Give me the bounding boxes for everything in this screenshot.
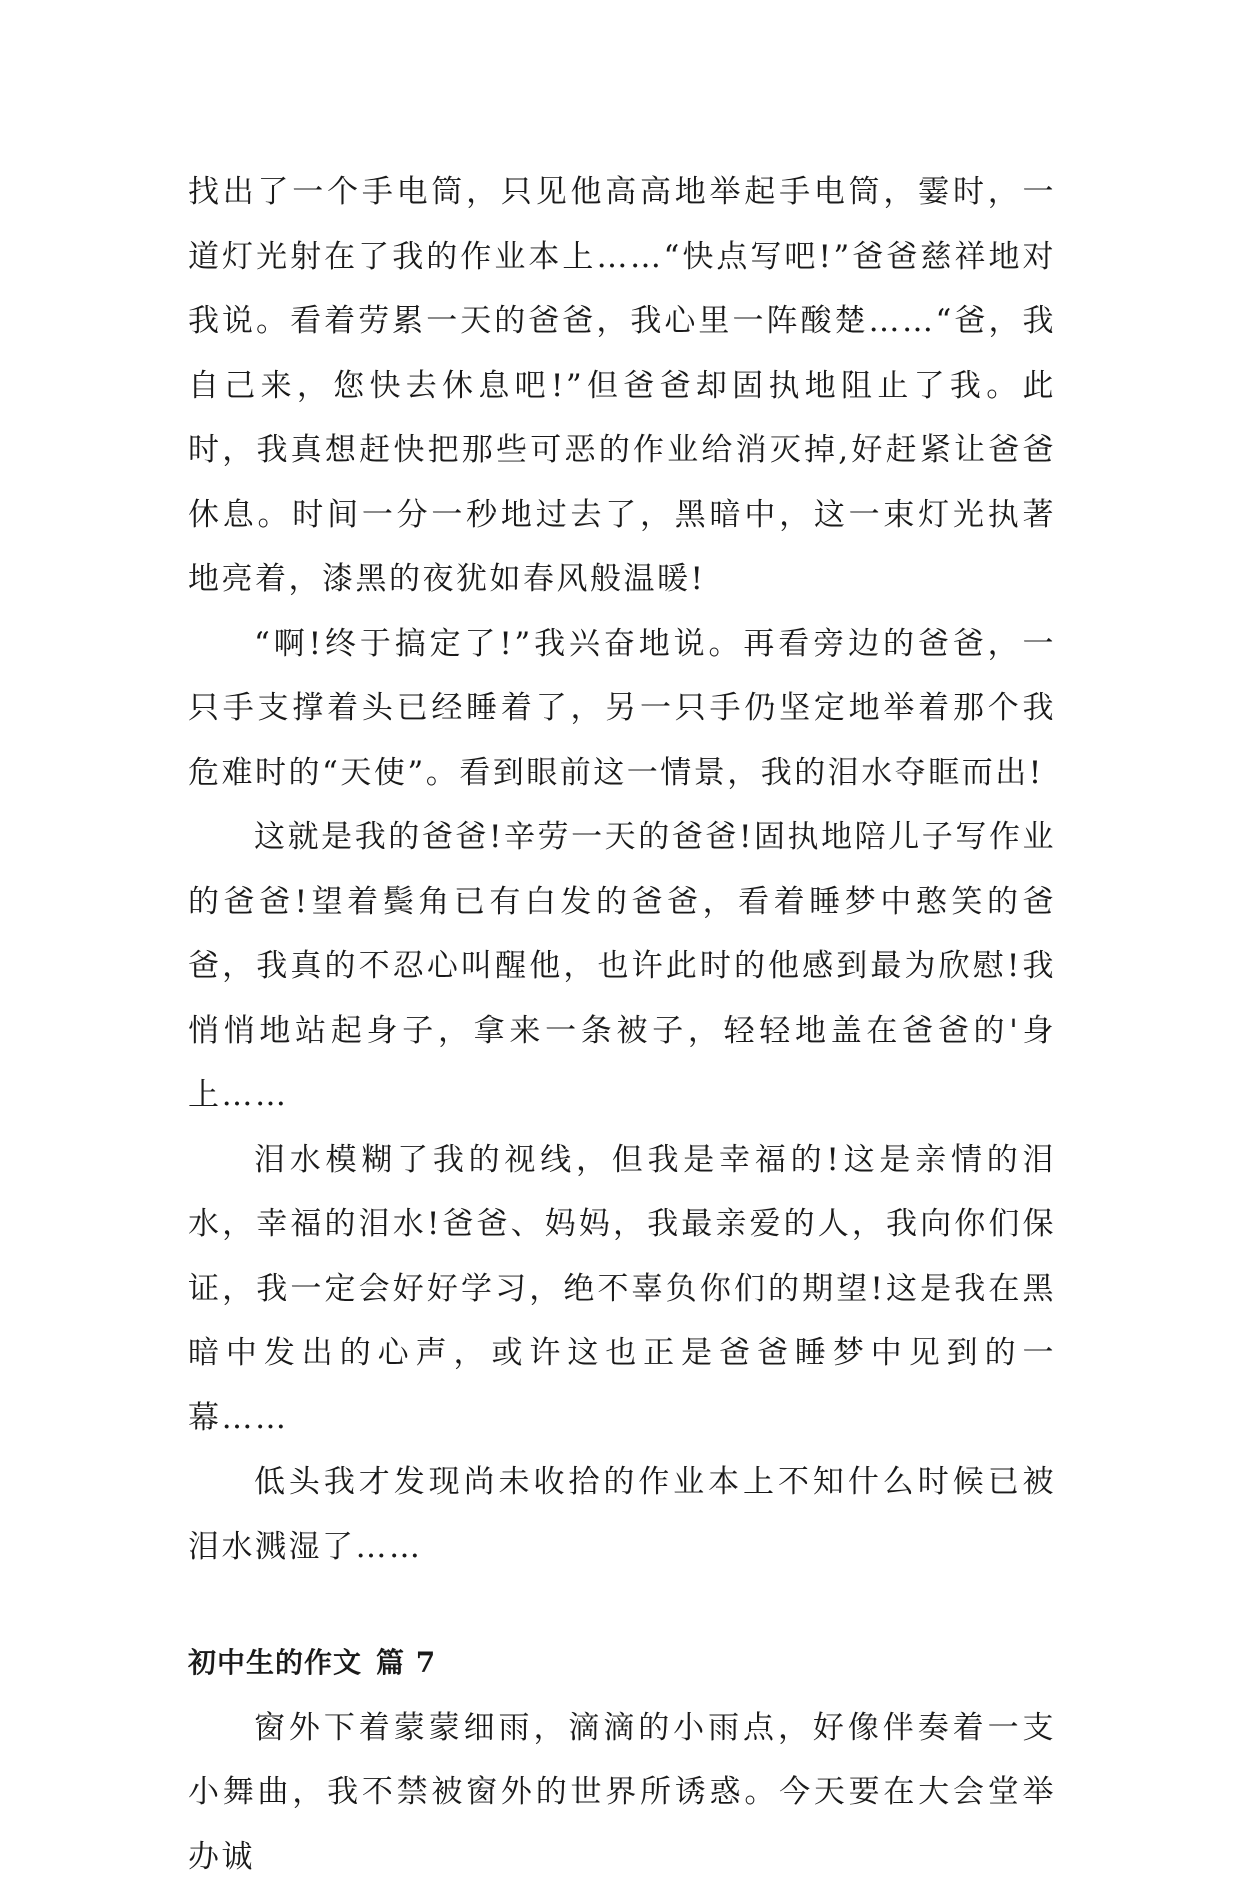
section-heading bbox=[188, 1631, 1056, 1696]
section-number: 篇 7 bbox=[376, 1646, 436, 1679]
paragraph: 窗外下着蒙蒙细雨，滴滴的小雨点，好像伴奏着一支小舞曲，我不禁被窗外的世界所诱惑。今天要在大会堂举办诚 bbox=[188, 1696, 1056, 1889]
paragraph: 泪水模糊了我的视线，但我是幸福的!这是亲情的泪水，幸福的泪水!爸爸、妈妈，我最亲爱的人，我向你们保证，我一定会好好学习，绝不辜负你们的期望!这是我在黑暗中发出的心声，或许这也正是爸爸睡梦中见到的一幕…… bbox=[188, 1128, 1056, 1451]
paragraph: 低头我才发现尚未收拾的作业本上不知什么时候已被泪水溅湿了…… bbox=[188, 1450, 1056, 1579]
section-title: 初中生的作文 bbox=[188, 1646, 362, 1679]
paragraph: 这就是我的爸爸!辛劳一天的爸爸!固执地陪儿子写作业的爸爸!望着鬓角已有白发的爸爸，看着睡梦中憨笑的爸爸，我真的不忍心叫醒他，也许此时的他感到最为欣慰!我悄悄地站起身子，拿来一条被子，轻轻地盖在爸爸的'身上…… bbox=[188, 805, 1056, 1128]
article-body bbox=[188, 160, 1056, 1889]
paragraph: 找出了一个手电筒，只见他高高地举起手电筒，霎时，一道灯光射在了我的作业本上……“快点写吧!”爸爸慈祥地对我说。看着劳累一天的爸爸，我心里一阵酸楚……“爸，我自己来，您快去休息吧!”但爸爸却固执地阻止了我。此时，我真想赶快把那些可恶的作业给消灭掉,好赶紧让爸爸休息。时间一分一秒地过去了，黑暗中，这一束灯光执著地亮着，漆黑的夜犹如春风般温暖! bbox=[188, 160, 1056, 612]
paragraph: “啊!终于搞定了!”我兴奋地说。再看旁边的爸爸，一只手支撑着头已经睡着了，另一只手仍坚定地举着那个我危难时的“天使”。看到眼前这一情景，我的泪水夺眶而出! bbox=[188, 612, 1056, 806]
